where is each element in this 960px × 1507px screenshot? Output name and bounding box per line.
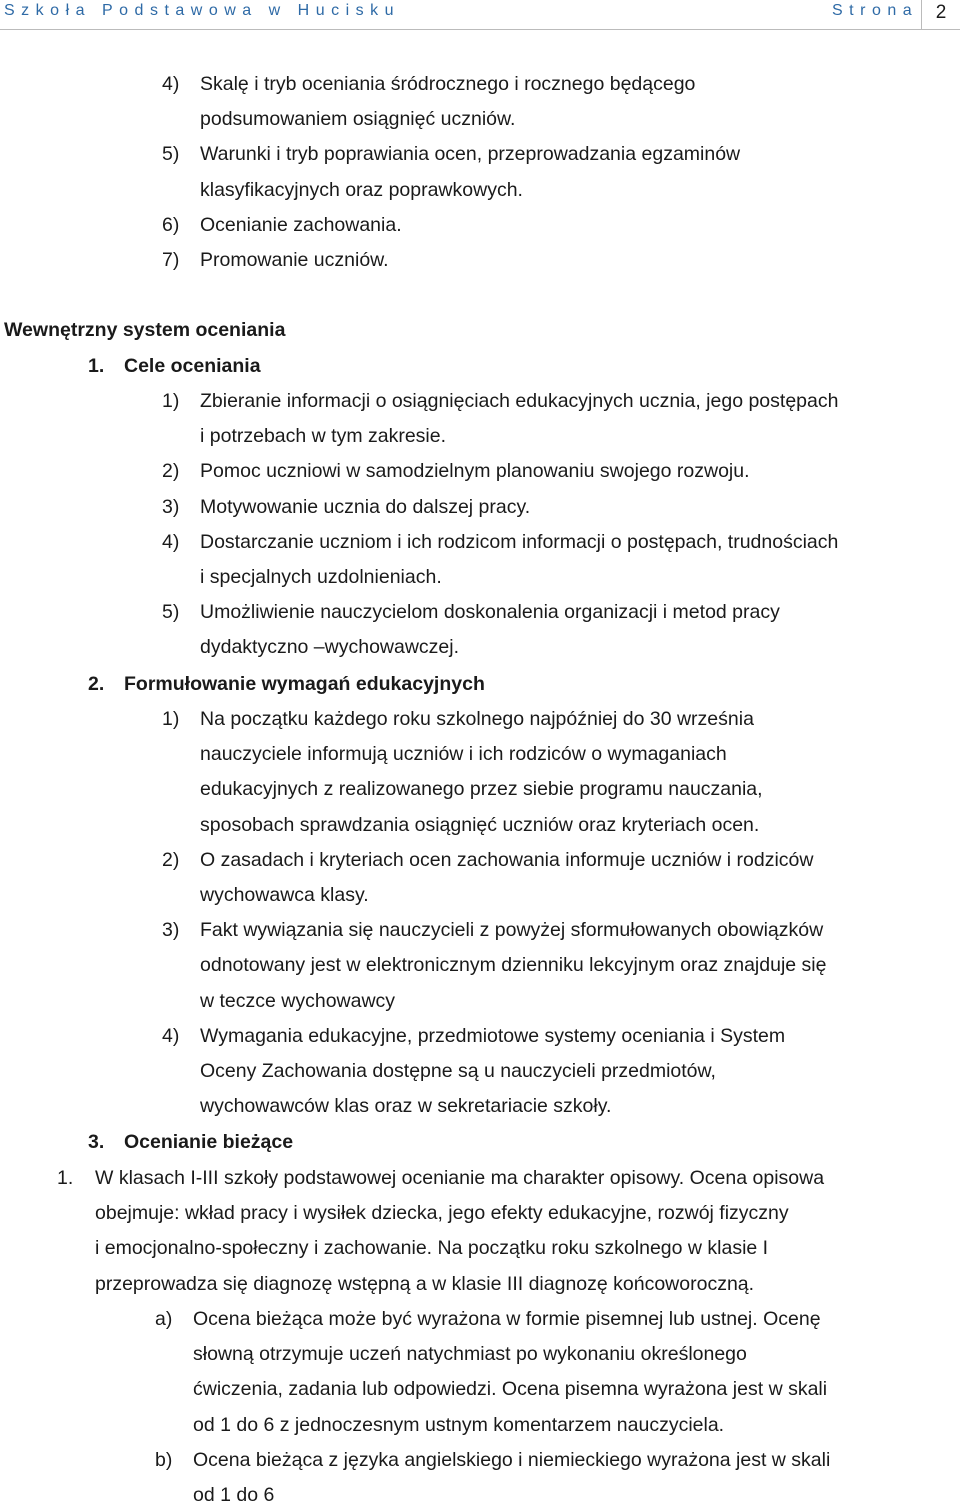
requirement-item-text: wychowawców klas oraz w sekretariacie szkoły. xyxy=(200,1095,612,1118)
requirement-item-text: edukacyjnych z realizowanego przez siebie programu nauczania, xyxy=(200,778,763,801)
assessment-subitem-text: od 1 do 6 z jednoczesnym ustnym komentarzem nauczyciela. xyxy=(193,1413,725,1436)
requirement-item-text: sposobach sprawdzania osiągnięć uczniów oraz kryteriach ocen. xyxy=(200,813,760,836)
point-text: W klasach I-III szkoły podstawowej ocenianie ma charakter opisowy. Ocena opisowa xyxy=(95,1167,825,1189)
section-2-title: Formułowanie wymagań edukacyjnych xyxy=(124,673,485,695)
requirement-item-text: w teczce wychowawcy xyxy=(200,989,396,1012)
goal-item-number: 1) xyxy=(162,390,180,412)
requirement-item-text: Fakt wywiązania się nauczycieli z powyżej sformułowanych obowiązków xyxy=(200,919,824,942)
requirement-item-number: 1) xyxy=(162,708,180,730)
goal-item-text: Dostarczanie uczniom i ich rodzicom informacji o postępach, trudnościach xyxy=(200,530,839,553)
goal-item-number: 2) xyxy=(162,460,180,483)
section-1-title: Cele oceniania xyxy=(124,355,261,377)
section-3-number: 3. xyxy=(88,1131,105,1153)
goal-item-number: 3) xyxy=(162,495,180,518)
requirement-item-text: O zasadach i kryteriach ocen zachowania informuje uczniów i rodziców xyxy=(200,848,814,871)
point-text: i emocjonalno-społeczny i zachowanie. Na początku roku szkolnego w klasie I xyxy=(95,1237,769,1260)
page-label: Strona xyxy=(832,2,919,19)
goal-item-text: i potrzebach w tym zakresie. xyxy=(200,425,447,448)
goal-item-text: Motywowanie ucznia do dalszej pracy. xyxy=(200,495,531,518)
section-1-number: 1. xyxy=(88,355,105,377)
section-2-number: 2. xyxy=(88,673,105,695)
top-list-item-text: Promowanie uczniów. xyxy=(200,249,389,271)
requirement-item-text: odnotowany jest w elektronicznym dzienniku lekcyjnym oraz znajduje się xyxy=(200,954,827,977)
top-list-item-number: 5) xyxy=(162,143,180,166)
requirement-item-number: 4) xyxy=(162,1024,180,1047)
top-list-item-text: Warunki i tryb poprawiania ocen, przeprowadzania egzaminów xyxy=(200,143,741,166)
goal-item-number: 4) xyxy=(162,530,180,553)
requirement-item-text: wychowawca klasy. xyxy=(200,884,369,906)
top-list-item-text: Ocenianie zachowania. xyxy=(200,213,402,236)
top-list-item-number: 7) xyxy=(162,249,180,271)
goal-item-text: Umożliwienie nauczycielom doskonalenia organizacji i metod pracy xyxy=(200,601,780,624)
top-list-item-text: Skalę i tryb oceniania śródrocznego i rocznego będącego xyxy=(200,73,696,95)
section-heading: Wewnętrzny system oceniania xyxy=(4,319,286,341)
goal-item-text: dydaktyczno –wychowawczej. xyxy=(200,636,460,659)
assessment-subitem-text: Ocena bieżąca z języka angielskiego i niemieckiego wyrażona jest w skali xyxy=(193,1448,831,1471)
page-number: 2 xyxy=(921,0,960,30)
goal-item-text: i specjalnych uzdolnieniach. xyxy=(200,566,442,588)
goal-item-text: Pomoc uczniowi w samodzielnym planowaniu swojego rozwoju. xyxy=(200,460,750,483)
school-name: Szkoła Podstawowa w Hucisku xyxy=(4,2,401,19)
requirement-item-text: Na początku każdego roku szkolnego najpóźniej do 30 września xyxy=(200,708,754,730)
top-list-item-number: 4) xyxy=(162,73,180,95)
requirement-item-number: 2) xyxy=(162,848,180,871)
goal-item-number: 5) xyxy=(162,601,180,624)
point-text: obejmuje: wkład pracy i wysiłek dziecka, jego efekty edukacyjne, rozwój fizyczny xyxy=(95,1202,789,1225)
assessment-subitem-text: Ocena bieżąca może być wyrażona w formie pisemnej lub ustnej. Ocenę xyxy=(193,1308,821,1330)
page-header xyxy=(0,0,960,30)
requirement-item-text: Wymagania edukacyjne, przedmiotowe systemy oceniania i System xyxy=(200,1024,786,1047)
requirement-item-text: Oceny Zachowania dostępne są u nauczycieli przedmiotów, xyxy=(200,1060,716,1082)
top-list-item-text: podsumowaniem osiągnięć uczniów. xyxy=(200,108,516,131)
assessment-subitem-text: słowną otrzymuje uczeń natychmiast po wykonaniu określonego xyxy=(193,1343,747,1366)
top-list-item-number: 6) xyxy=(162,213,180,236)
assessment-subitem-text: od 1 do 6 xyxy=(193,1484,275,1506)
section-3-title: Ocenianie bieżące xyxy=(124,1131,294,1153)
goal-item-text: Zbieranie informacji o osiągnięciach edukacyjnych ucznia, jego postępach xyxy=(200,390,839,412)
point-text: przeprowadza się diagnozę wstępną a w klasie III diagnozę końcoworoczną. xyxy=(95,1272,755,1295)
requirement-item-number: 3) xyxy=(162,919,180,942)
assessment-subitem-number: b) xyxy=(155,1448,173,1471)
top-list-item-text: klasyfikacyjnych oraz poprawkowych. xyxy=(200,178,523,201)
assessment-subitem-text: ćwiczenia, zadania lub odpowiedzi. Ocena pisemna wyrażona jest w skali xyxy=(193,1378,828,1401)
point-number: 1. xyxy=(57,1167,74,1189)
assessment-subitem-number: a) xyxy=(155,1308,173,1330)
requirement-item-text: nauczyciele informują uczniów i ich rodziców o wymaganiach xyxy=(200,743,727,766)
